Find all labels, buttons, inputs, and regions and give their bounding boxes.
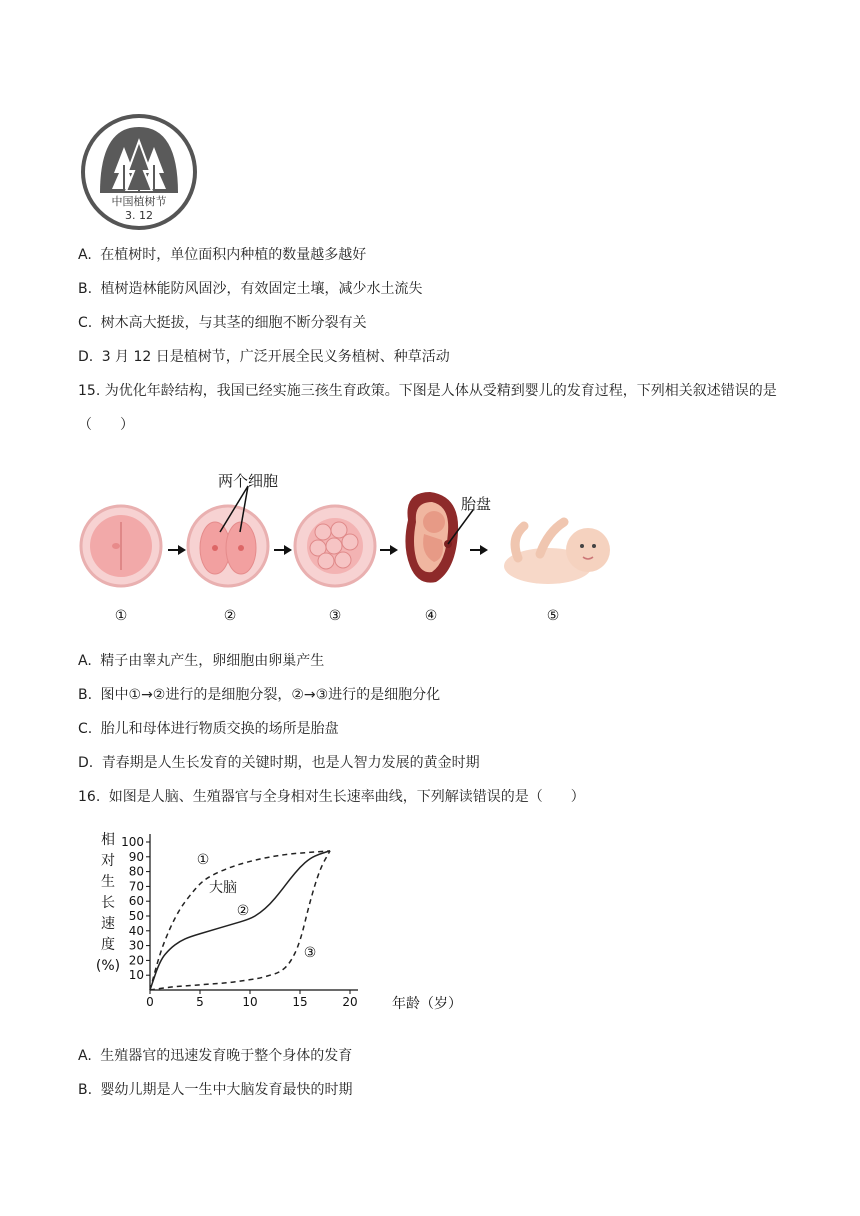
- zygote-cell: [81, 506, 161, 586]
- chart-series: [150, 851, 330, 990]
- growth-rate-chart: [90, 820, 462, 1025]
- q14-option-a: A. 在植树时，单位面积内种植的数量越多越好: [78, 247, 367, 263]
- stage-number-3: ③: [328, 608, 342, 624]
- q15-stem-text: 为优化年龄结构，我国已经实施三孩生育政策。下图是人体从受精到婴儿的发育过程，下列相关叙述错误的是（ ）: [78, 383, 777, 433]
- q16-number: 16.: [78, 789, 101, 805]
- q16-option-a: A. 生殖器官的迅速发育晚于整个身体的发育: [78, 1048, 353, 1064]
- q14-option-c: C. 树木高大挺拔，与其茎的细胞不断分裂有关: [78, 315, 367, 331]
- y-tick-label: 20: [128, 953, 144, 968]
- series-line-2: [150, 851, 330, 990]
- logo-date: 3. 12: [125, 209, 153, 222]
- y-tick-label: 60: [128, 894, 144, 909]
- annotation-3: ③: [303, 945, 317, 961]
- y-tick-label: 30: [128, 938, 144, 953]
- y-tick-label: 10: [128, 968, 144, 983]
- series-line-3: [150, 851, 330, 990]
- q15-number: 15.: [78, 383, 101, 399]
- series-line-1: [150, 851, 330, 990]
- baby-illustration: [504, 522, 610, 584]
- q16-option-b: B. 婴幼儿期是人一生中大脑发育最快的时期: [78, 1082, 353, 1098]
- q15-option-d: D. 青春期是人生长发育的关键时期，也是人智力发展的黄金时期: [78, 755, 480, 771]
- x-tick-label: 20: [342, 995, 358, 1009]
- annotation-brain: 大脑: [209, 880, 237, 896]
- fetus-in-uterus: [405, 492, 458, 583]
- q14-option-b: B. 植树造林能防风固沙，有效固定土壤，减少水土流失: [78, 281, 423, 297]
- y-axis-label: 相对生长速度(%): [95, 832, 121, 974]
- morula-stage: [295, 506, 375, 586]
- y-tick-label: 100: [121, 835, 144, 849]
- y-tick-label: 90: [128, 849, 144, 864]
- stage-number-5: ⑤: [546, 608, 560, 624]
- stage-number-1: ①: [114, 608, 128, 624]
- stage-number-4: ④: [424, 608, 438, 624]
- q15-option-c: C. 胎儿和母体进行物质交换的场所是胎盘: [78, 721, 339, 737]
- q15-option-a: A. 精子由睾丸产生，卵细胞由卵巢产生: [78, 653, 325, 669]
- development-figure: [78, 462, 638, 628]
- tree-planting-day-logo: [80, 113, 198, 231]
- q14-option-d: D. 3 月 12 日是植树节，广泛开展全民义务植树、种草活动: [78, 349, 450, 365]
- annotation-1: ①: [196, 852, 210, 868]
- y-tick-label: 70: [128, 879, 144, 894]
- label-two-cells: 两个细胞: [218, 472, 279, 490]
- x-tick-label: 10: [242, 995, 258, 1009]
- stage-number-2: ②: [223, 608, 237, 624]
- label-placenta: 胎盘: [461, 495, 492, 513]
- q15-option-b: B. 图中①→②进行的是细胞分裂，②→③进行的是细胞分化: [78, 687, 441, 703]
- q16-stem-text: 如图是人脑、生殖器官与全身相对生长速率曲线，下列解读错误的是（ ）: [108, 789, 585, 805]
- logo-text: 中国植树节: [111, 195, 167, 208]
- q15-stem: [78, 374, 790, 442]
- annotation-2: ②: [236, 903, 250, 919]
- y-tick-label: 80: [128, 864, 144, 879]
- x-axis-label: 年龄（岁）: [392, 996, 462, 1012]
- q16-stem: [78, 787, 585, 807]
- y-tick-label: 40: [128, 923, 144, 938]
- y-tick-label: 50: [128, 909, 144, 923]
- x-tick-label: 5: [196, 995, 204, 1009]
- x-tick-label: 15: [292, 995, 308, 1009]
- x-tick-label: 0: [146, 995, 154, 1009]
